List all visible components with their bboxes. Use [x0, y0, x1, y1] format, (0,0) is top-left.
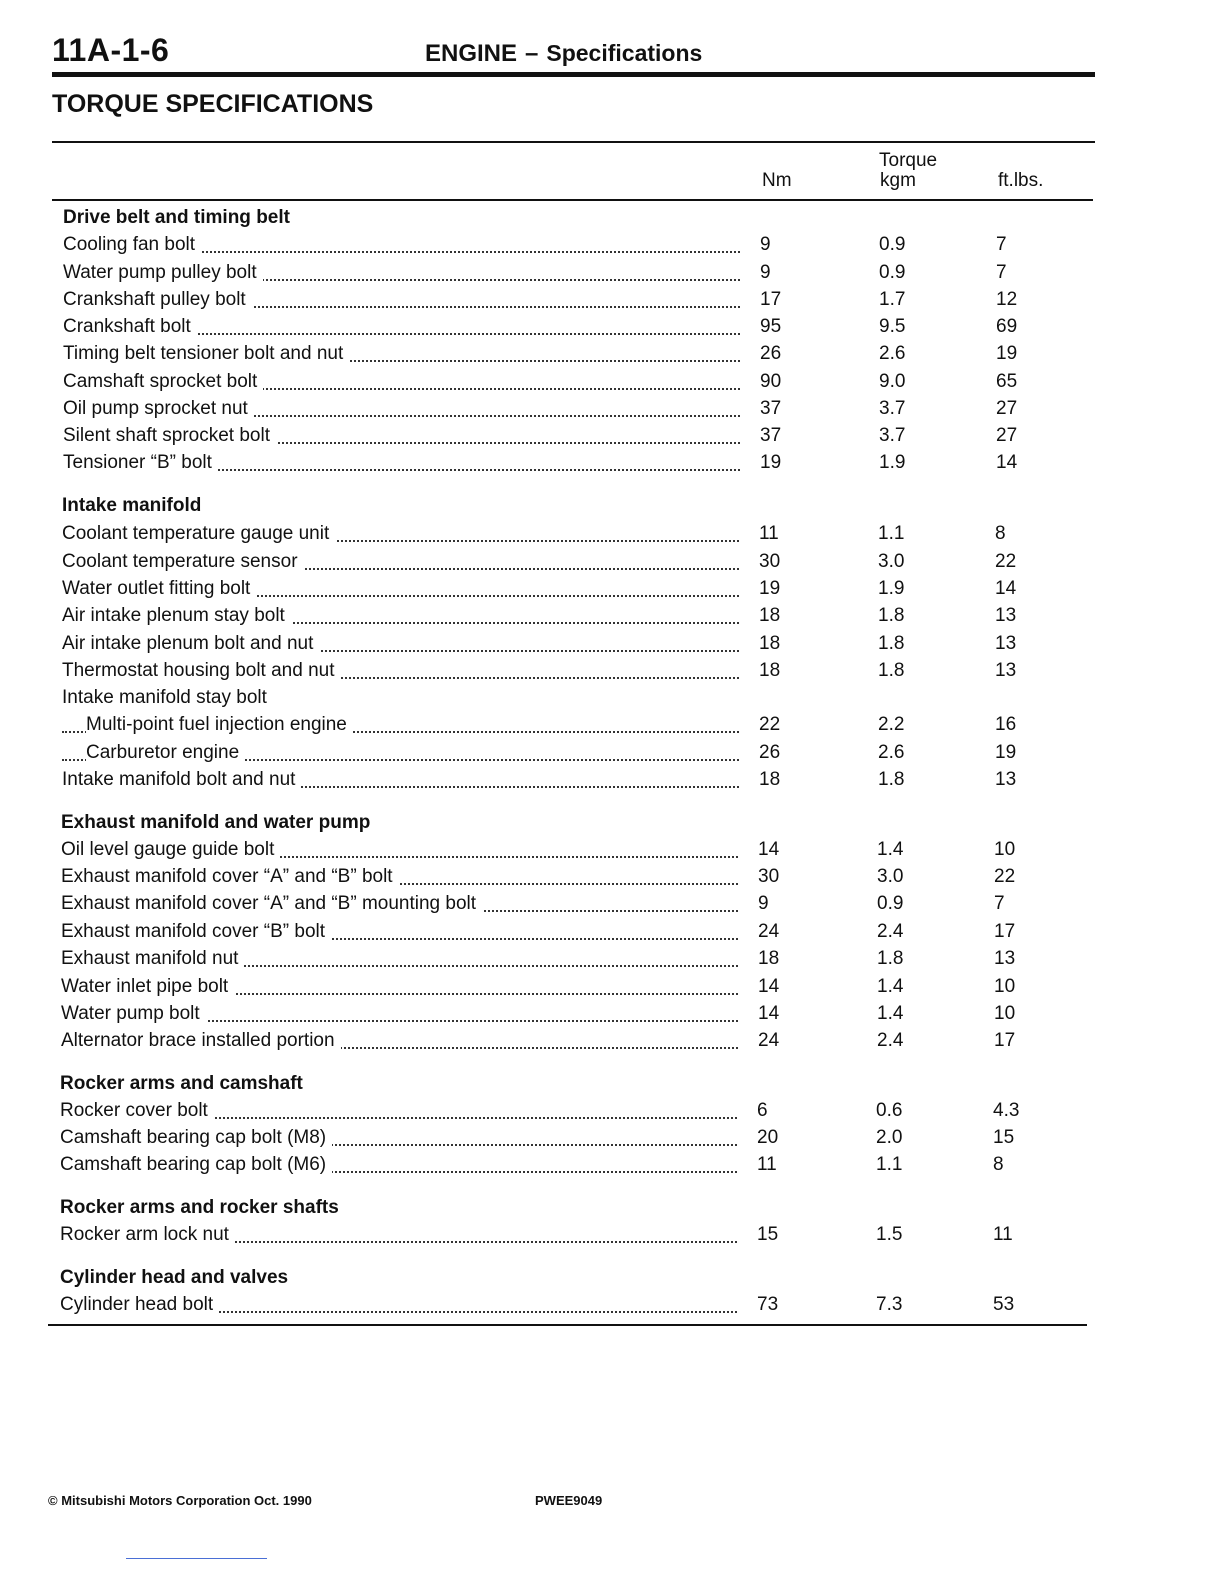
nm-value: 18 [758, 948, 780, 969]
nm-value: 20 [757, 1127, 779, 1148]
table-row [62, 605, 1062, 629]
row-label: Rocker cover bolt [60, 1100, 214, 1121]
table-row [62, 551, 1062, 575]
ftlbs-value: 16 [995, 714, 1017, 735]
ftlbs-value: 10 [994, 976, 1016, 997]
ftlbs-value: 27 [996, 398, 1018, 419]
nm-value: 9 [760, 262, 771, 283]
table-row [63, 262, 1063, 286]
header-dash: – [525, 40, 539, 67]
nm-value: 19 [760, 452, 782, 473]
table-row [60, 1100, 1060, 1124]
nm-value: 22 [759, 714, 781, 735]
kgm-value: 7.3 [876, 1294, 903, 1315]
row-label: Camshaft sprocket bolt [63, 371, 263, 392]
nm-value: 19 [759, 578, 781, 599]
ftlbs-value: 17 [994, 1030, 1016, 1051]
kgm-value: 3.7 [879, 425, 906, 446]
nm-value: 18 [759, 660, 781, 681]
kgm-value: 1.4 [877, 839, 904, 860]
kgm-value: 0.9 [879, 234, 906, 255]
row-label: Water pump bolt [61, 1003, 206, 1024]
subgroup-label: Intake manifold stay bolt [62, 687, 267, 708]
kgm-value: 1.9 [879, 452, 906, 473]
table-row [60, 1154, 1060, 1178]
table-row [61, 1030, 1061, 1054]
ftlbs-value: 13 [995, 633, 1017, 654]
nm-value: 24 [758, 1030, 780, 1051]
nm-value: 95 [760, 316, 782, 337]
table-row [63, 289, 1063, 313]
ftlbs-value: 65 [996, 371, 1018, 392]
table-bottom-rule [48, 1324, 1087, 1326]
nm-value: 14 [758, 839, 780, 860]
row-label: Timing belt tensioner bolt and nut [63, 343, 349, 364]
ftlbs-value: 22 [994, 866, 1016, 887]
nm-value: 17 [760, 289, 782, 310]
table-row [61, 948, 1061, 972]
ftlbs-value: 7 [996, 234, 1007, 255]
ftlbs-value: 19 [996, 343, 1018, 364]
kgm-value: 1.8 [878, 633, 905, 654]
header-rule [52, 72, 1095, 77]
row-label: Oil level gauge guide bolt [61, 839, 280, 860]
ftlbs-value: 8 [995, 523, 1006, 544]
page-header-title [425, 40, 702, 68]
group-title-rocker-shafts: Rocker arms and rocker shafts [60, 1197, 339, 1218]
subsection-name: Specifications [546, 40, 703, 66]
ftlbs-value: 7 [996, 262, 1007, 283]
row-label: Air intake plenum stay bolt [62, 605, 291, 626]
row-label: Camshaft bearing cap bolt (M8) [60, 1127, 332, 1148]
row-label: Multi-point fuel injection engine [86, 714, 353, 735]
kgm-value: 1.9 [878, 578, 905, 599]
table-row [63, 425, 1063, 449]
kgm-value: 1.4 [877, 1003, 904, 1024]
nm-value: 37 [760, 398, 782, 419]
ftlbs-value: 13 [995, 605, 1017, 626]
ftlbs-value: 27 [996, 425, 1018, 446]
nm-value: 26 [760, 343, 782, 364]
row-label: Air intake plenum bolt and nut [62, 633, 319, 654]
nm-value: 24 [758, 921, 780, 942]
group-title-rocker-camshaft: Rocker arms and camshaft [60, 1073, 303, 1094]
row-label: Water inlet pipe bolt [61, 976, 234, 997]
kgm-value: 1.1 [876, 1154, 903, 1175]
row-label: Carburetor engine [86, 742, 245, 763]
table-row [63, 234, 1063, 258]
kgm-value: 1.5 [876, 1224, 903, 1245]
row-label: Intake manifold bolt and nut [62, 769, 301, 790]
kgm-value: 0.6 [876, 1100, 903, 1121]
kgm-value: 9.5 [879, 316, 906, 337]
row-label: Coolant temperature gauge unit [62, 523, 335, 544]
kgm-value: 2.0 [876, 1127, 903, 1148]
nm-value: 30 [758, 866, 780, 887]
kgm-value: 2.2 [878, 714, 905, 735]
ftlbs-value: 8 [993, 1154, 1004, 1175]
row-label: Exhaust manifold cover “B” bolt [61, 921, 331, 942]
table-row [63, 452, 1063, 476]
row-label: Tensioner “B” bolt [63, 452, 218, 473]
table-row [61, 839, 1061, 863]
ftlbs-value: 13 [995, 660, 1017, 681]
nm-value: 9 [758, 893, 769, 914]
ftlbs-value: 69 [996, 316, 1018, 337]
ftlbs-value: 7 [994, 893, 1005, 914]
kgm-value: 1.7 [879, 289, 906, 310]
table-row [61, 1003, 1061, 1027]
row-label: Alternator brace installed portion [61, 1030, 341, 1051]
row-label: Crankshaft pulley bolt [63, 289, 252, 310]
table-row [63, 343, 1063, 367]
table-row [63, 398, 1063, 422]
row-label: Silent shaft sprocket bolt [63, 425, 276, 446]
kgm-value: 3.0 [878, 551, 905, 572]
nm-value: 90 [760, 371, 782, 392]
kgm-column-header: kgm [880, 170, 916, 191]
copyright-notice: © Mitsubishi Motors Corporation Oct. 1990 [48, 1493, 312, 1508]
torque-column-group-header: Torque [879, 150, 938, 171]
kgm-value: 2.6 [878, 742, 905, 763]
ftlbs-value: 15 [993, 1127, 1015, 1148]
ftlbs-value: 13 [994, 948, 1016, 969]
group-title-drive-belt: Drive belt and timing belt [63, 207, 290, 228]
row-label: Crankshaft bolt [63, 316, 197, 337]
table-row [61, 866, 1061, 890]
nm-value: 14 [758, 1003, 780, 1024]
table-row [61, 921, 1061, 945]
kgm-value: 0.9 [877, 893, 904, 914]
kgm-value: 1.8 [878, 769, 905, 790]
nm-column-header: Nm [762, 170, 792, 191]
nm-value: 14 [758, 976, 780, 997]
table-row [63, 316, 1063, 340]
group-title-exhaust-manifold: Exhaust manifold and water pump [61, 812, 371, 833]
nm-value: 30 [759, 551, 781, 572]
table-row [62, 578, 1062, 602]
scan-artifact-line [126, 1558, 267, 1559]
ftlbs-value: 11 [993, 1224, 1013, 1245]
group-title-intake-manifold: Intake manifold [62, 495, 202, 516]
row-label: Oil pump sprocket nut [63, 398, 254, 419]
table-row [62, 769, 1062, 793]
ftlbs-value: 53 [993, 1294, 1015, 1315]
table-row [62, 714, 1062, 738]
page-number: 11A-1-6 [52, 32, 170, 68]
table-row [62, 523, 1062, 547]
table-row [61, 976, 1061, 1000]
kgm-value: 2.4 [877, 1030, 904, 1051]
row-label: Water outlet fitting bolt [62, 578, 256, 599]
row-label: Cooling fan bolt [63, 234, 201, 255]
row-label: Exhaust manifold cover “A” and “B” bolt [61, 866, 399, 887]
row-label: Camshaft bearing cap bolt (M6) [60, 1154, 332, 1175]
nm-value: 18 [759, 633, 781, 654]
row-label: Rocker arm lock nut [60, 1224, 235, 1245]
nm-value: 73 [757, 1294, 779, 1315]
kgm-value: 3.0 [877, 866, 904, 887]
row-label: Thermostat housing bolt and nut [62, 660, 341, 681]
table-row [62, 742, 1062, 766]
table-row [60, 1294, 1060, 1318]
nm-value: 26 [759, 742, 781, 763]
ftlbs-value: 14 [996, 452, 1018, 473]
kgm-value: 1.1 [878, 523, 905, 544]
kgm-value: 2.6 [879, 343, 906, 364]
table-row [62, 660, 1062, 684]
table-row [63, 371, 1063, 395]
row-label: Water pump pulley bolt [63, 262, 263, 283]
ftlbs-value: 22 [995, 551, 1017, 572]
row-label: Exhaust manifold cover “A” and “B” mounting bolt [61, 893, 482, 914]
kgm-value: 0.9 [879, 262, 906, 283]
kgm-value: 1.8 [878, 605, 905, 626]
kgm-value: 1.8 [877, 948, 904, 969]
ftlbs-value: 19 [995, 742, 1017, 763]
nm-value: 9 [760, 234, 771, 255]
nm-value: 15 [757, 1224, 779, 1245]
kgm-value: 2.4 [877, 921, 904, 942]
kgm-value: 3.7 [879, 398, 906, 419]
ftlbs-column-header: ft.lbs. [998, 170, 1044, 191]
nm-value: 37 [760, 425, 782, 446]
section-name: ENGINE [425, 40, 518, 67]
nm-value: 18 [759, 769, 781, 790]
ftlbs-value: 17 [994, 921, 1016, 942]
nm-value: 11 [759, 523, 779, 544]
document-code: PWEE9049 [535, 1493, 603, 1508]
ftlbs-value: 12 [996, 289, 1018, 310]
nm-value: 11 [757, 1154, 777, 1175]
kgm-value: 1.4 [877, 976, 904, 997]
nm-value: 18 [759, 605, 781, 626]
ftlbs-value: 13 [995, 769, 1017, 790]
table-row [60, 1127, 1060, 1151]
table-row [62, 633, 1062, 657]
ftlbs-value: 4.3 [993, 1100, 1020, 1121]
nm-value: 6 [757, 1100, 768, 1121]
table-row [60, 1224, 1060, 1248]
table-row [61, 893, 1061, 917]
table-header-rule [52, 199, 1093, 201]
table-top-rule [52, 141, 1095, 143]
ftlbs-value: 10 [994, 1003, 1016, 1024]
section-title: TORQUE SPECIFICATIONS [52, 90, 374, 118]
kgm-value: 9.0 [879, 371, 906, 392]
kgm-value: 1.8 [878, 660, 905, 681]
ftlbs-value: 10 [994, 839, 1016, 860]
row-label: Exhaust manifold nut [61, 948, 244, 969]
row-label: Cylinder head bolt [60, 1294, 219, 1315]
group-title-cylinder-head: Cylinder head and valves [60, 1267, 289, 1288]
row-label: Coolant temperature sensor [62, 551, 304, 572]
ftlbs-value: 14 [995, 578, 1017, 599]
